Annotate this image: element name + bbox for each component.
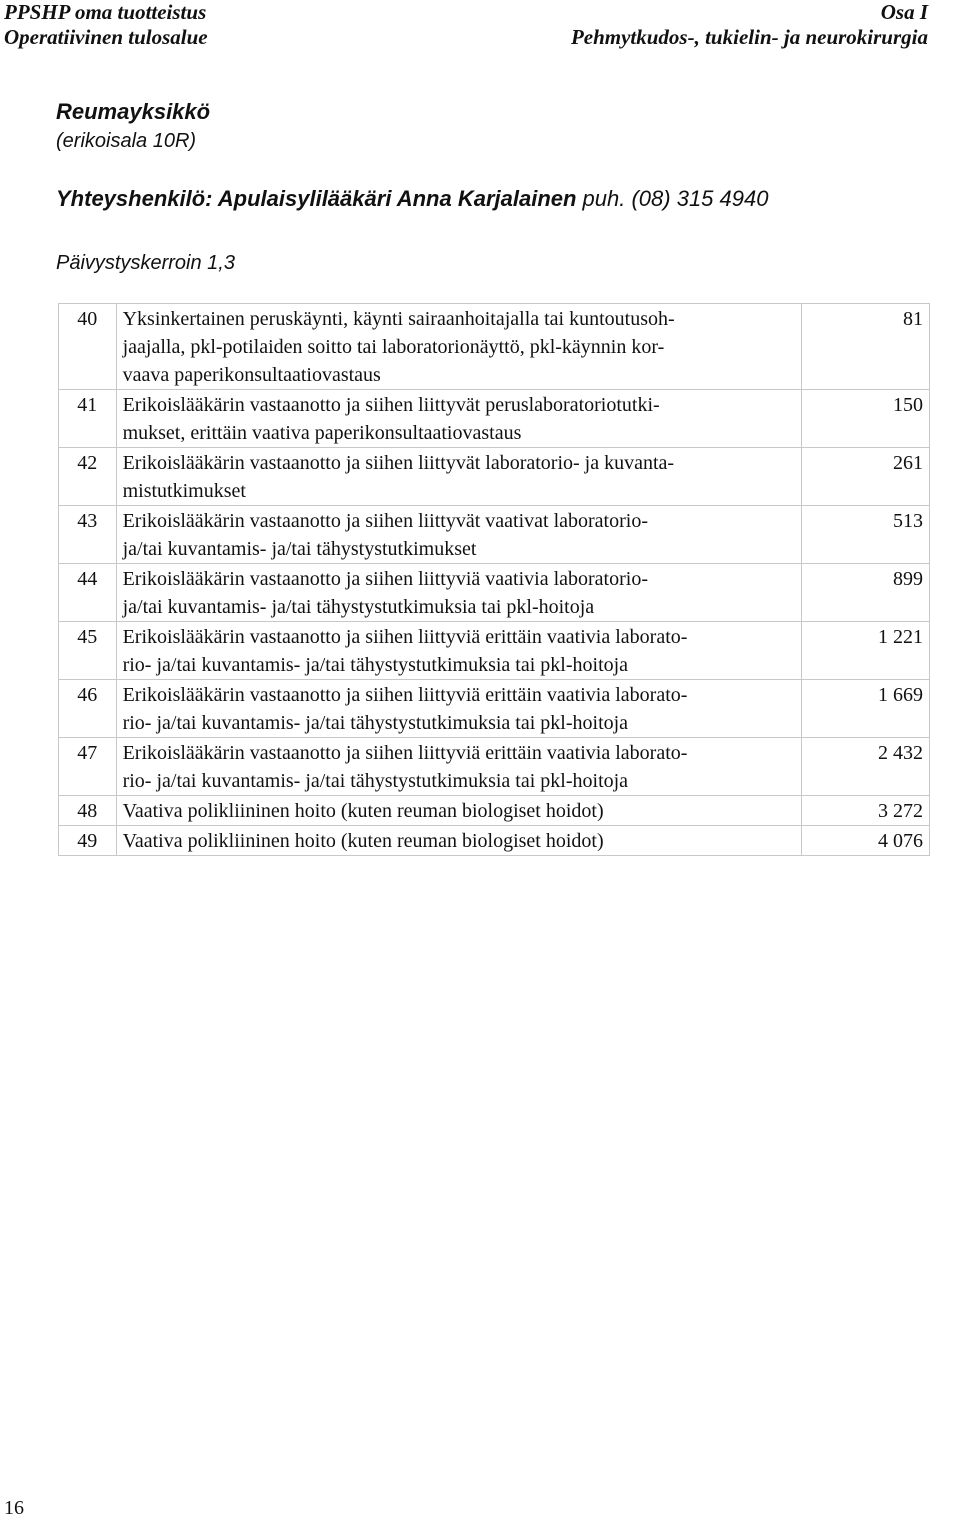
table-row [59,506,930,564]
product-code-cell: 43 [59,506,117,564]
product-description-cell [116,448,801,506]
product-price-cell: 1 669 [801,680,929,738]
description-line: Erikoislääkärin vastaanotto ja siihen liittyviä erittäin vaativia laborato- [122,742,688,764]
product-price-cell: 899 [801,564,929,622]
product-code-cell: 42 [59,448,117,506]
product-description-cell [116,796,801,826]
product-description-cell [116,622,801,680]
running-header-right [571,0,928,50]
header-specialty: Pehmytkudos-, tukielin- ja neurokirurgia [570,25,928,49]
product-price-cell: 150 [801,390,929,448]
description-line: mistutkimukset [122,480,246,502]
description-line: mukset, erittäin vaativa paperikonsultaatiovastaus [122,422,522,444]
product-price-cell: 513 [801,506,929,564]
price-table [58,303,930,856]
product-price-cell: 261 [801,448,929,506]
product-price-cell: 3 272 [801,796,929,826]
table-row [59,796,930,826]
department-title: Reumayksikkö [56,99,211,124]
table-row [59,680,930,738]
description-line: Vaativa polikliininen hoito (kuten reuman biologiset hoidot) [122,830,604,852]
page-number: 16 [4,1497,24,1519]
table-row [59,622,930,680]
product-code-cell: 49 [59,826,117,856]
product-code-cell: 44 [59,564,117,622]
table-row [59,738,930,796]
table-row [59,390,930,448]
department-subtitle: (erikoisala 10R) [56,130,197,152]
contact-line [56,185,768,213]
description-line: rio- ja/tai kuvantamis- ja/tai tähystystutkimuksia tai pkl-hoitoja [122,770,629,792]
product-description-cell [116,506,801,564]
product-description-cell [116,304,801,390]
description-line: vaava paperikonsultaatiovastaus [122,364,381,386]
table-row [59,564,930,622]
table-row [59,304,930,390]
description-line: Erikoislääkärin vastaanotto ja siihen liittyviä vaativia laboratorio- [122,568,648,590]
contact-phone: puh. (08) 315 4940 [576,186,769,211]
description-line: Erikoislääkärin vastaanotto ja siihen liittyviä erittäin vaativia laborato- [122,626,688,648]
table-row [59,448,930,506]
product-code-cell: 48 [59,796,117,826]
product-code-cell: 41 [59,390,117,448]
description-line: Erikoislääkärin vastaanotto ja siihen liittyvät laboratorio- ja kuvanta- [122,452,675,474]
header-organization: PPSHP oma tuotteistus [4,0,207,24]
description-line: Yksinkertainen peruskäynti, käynti sairaanhoitajalla tai kuntoutusoh- [122,308,675,330]
description-line: Vaativa polikliininen hoito (kuten reuman biologiset hoidot) [122,800,604,822]
product-price-cell: 4 076 [801,826,929,856]
description-line: rio- ja/tai kuvantamis- ja/tai tähystystutkimuksia tai pkl-hoitoja [122,654,629,676]
description-line: ja/tai kuvantamis- ja/tai tähystystutkimuksia tai pkl-hoitoja [122,596,595,618]
table-row [59,826,930,856]
description-line: Erikoislääkärin vastaanotto ja siihen liittyviä erittäin vaativia laborato- [122,684,688,706]
product-description-cell [116,738,801,796]
running-header-left [4,0,208,50]
description-line: ja/tai kuvantamis- ja/tai tähystystutkimukset [122,538,477,560]
product-code-cell: 40 [59,304,117,390]
contact-name: Yhteyshenkilö: Apulaisylilääkäri Anna Karjalainen [56,186,577,211]
product-code-cell: 46 [59,680,117,738]
product-code-cell: 47 [59,738,117,796]
product-price-cell: 2 432 [801,738,929,796]
price-table-body [59,304,930,856]
product-price-cell: 1 221 [801,622,929,680]
product-description-cell [116,564,801,622]
product-price-cell: 81 [801,304,929,390]
header-part: Osa I [880,0,928,24]
on-call-coefficient: Päivystyskerroin 1,3 [56,252,235,274]
description-line: Erikoislääkärin vastaanotto ja siihen liittyvät vaativat laboratorio- [122,510,648,532]
header-unit: Operatiivinen tulosalue [4,25,208,49]
description-line: jaajalla, pkl-potilaiden soitto tai laboratorionäyttö, pkl-käynnin kor- [122,336,665,358]
product-description-cell [116,680,801,738]
product-description-cell [116,826,801,856]
description-line: Erikoislääkärin vastaanotto ja siihen liittyvät peruslaboratoriotutki- [122,394,660,416]
product-description-cell [116,390,801,448]
description-line: rio- ja/tai kuvantamis- ja/tai tähystystutkimuksia tai pkl-hoitoja [122,712,629,734]
product-code-cell: 45 [59,622,117,680]
